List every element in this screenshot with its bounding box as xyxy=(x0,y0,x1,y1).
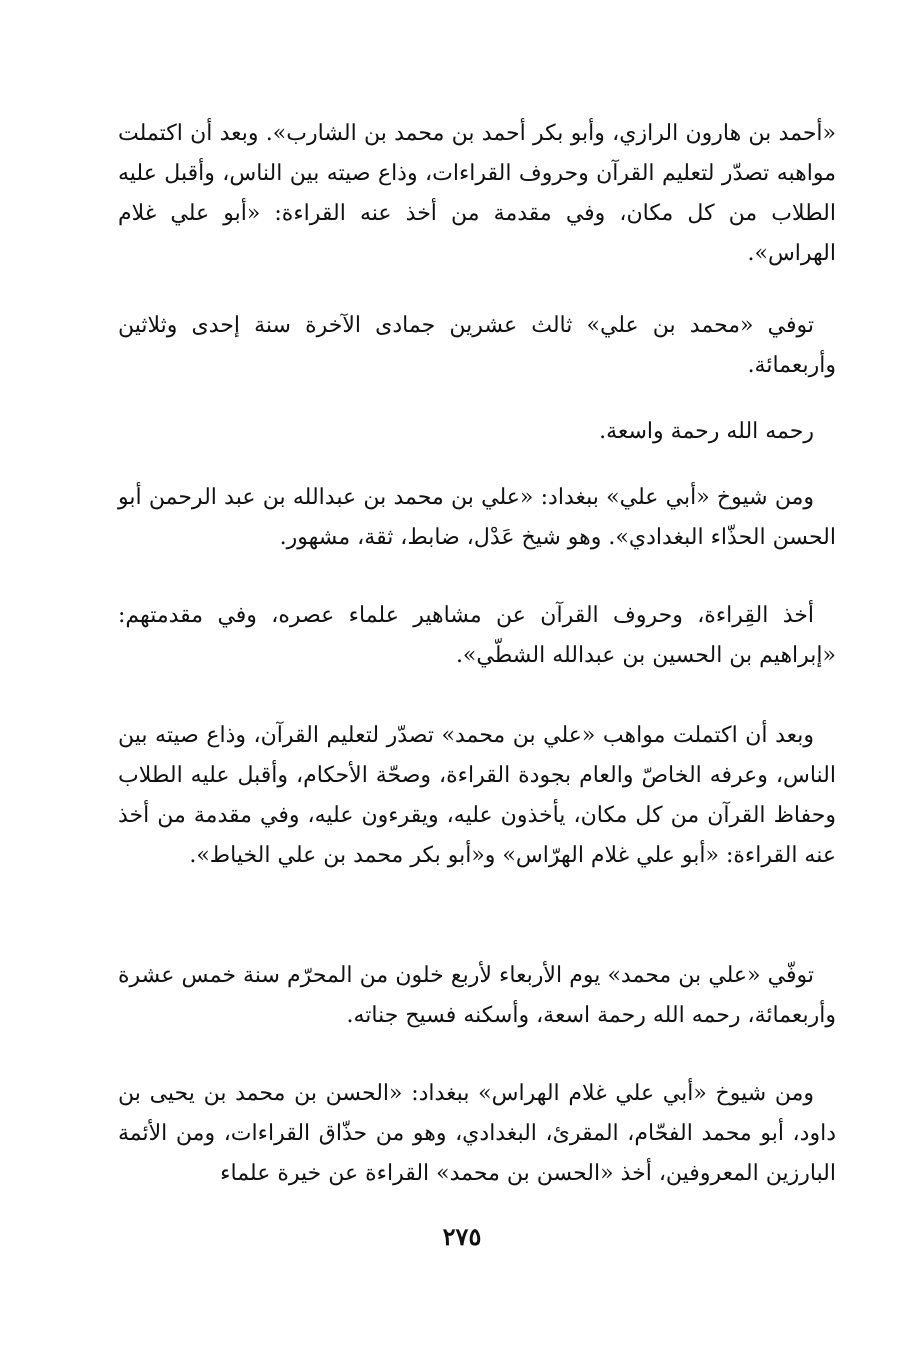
body-text xyxy=(118,114,836,274)
paragraph-5: أخذ القِراءة، وحروف القرآن عن مشاهير علماء عصره، وفي مقدمتهم: «إبراهيم بن الحسين بن عبدالله الشطّي». xyxy=(118,603,836,668)
body-text-4 xyxy=(118,478,836,558)
body-text-5 xyxy=(118,596,836,676)
body-text-6 xyxy=(118,716,836,876)
body-text-8 xyxy=(118,1074,836,1194)
paragraph-1: «أحمد بن هارون الرازي، وأبو بكر أحمد بن محمد بن الشارب». وبعد أن اكتملت مواهبه تصدّر لتعليم القرآن وحروف القراءات، وذاع صيته بين الناس، وأقبل عليه الطلاب من كل مكان، وفي مقدمة من أخذ عنه القراءة: «أبو علي غلام الهراس». xyxy=(118,121,837,266)
page-number: ٢٧٥ xyxy=(442,1222,482,1251)
body-text-3 xyxy=(118,412,836,452)
body-text-7 xyxy=(118,956,836,1036)
paragraph-6: وبعد أن اكتملت مواهب «علي بن محمد» تصدّر لتعليم القرآن، وذاع صيته بين الناس، وعرفه الخاصّ والعام بجودة القراءة، وصحّة الأحكام، وأقبل عليه الطلاب وحفاظ القرآن من كل مكان، يأخذون عليه، ويقرءون عليه، وفي مقدمة من أخذ عنه القراءة: «أبو علي غلام الهرّاس» و«أبو بكر محمد بن علي الخياط». xyxy=(118,723,836,868)
paragraph-3: رحمه الله رحمة واسعة. xyxy=(599,419,814,444)
paragraph-8: ومن شيوخ «أبي علي غلام الهراس» ببغداد: «الحسن بن محمد بن يحيى بن داود، أبو محمد الفحّام، المقرئ، البغدادي، وهو من حذّاق القراءات، ومن الأئمة البارزين المعروفين، أخذ «الحسن بن محمد» القراءة عن خيرة علماء xyxy=(118,1081,836,1186)
paragraph-4: ومن شيوخ «أبي علي» ببغداد: «علي بن محمد بن عبدالله بن عبد الرحمن أبو الحسن الحذّاء البغدادي». وهو شيخ عَدْل، ضابط، ثقة، مشهور. xyxy=(118,485,836,550)
paragraph-7: توفّي «علي بن محمد» يوم الأربعاء لأربع خلون من المحرّم سنة خمس عشرة وأربعمائة، رحمه الله رحمة اسعة، وأسكنه فسيح جناته. xyxy=(118,963,836,1028)
body-text-2 xyxy=(118,306,836,386)
paragraph-2: توفي «محمد بن علي» ثالث عشرين جمادى الآخرة سنة إحدى وثلاثين وأربعمائة. xyxy=(118,313,836,378)
